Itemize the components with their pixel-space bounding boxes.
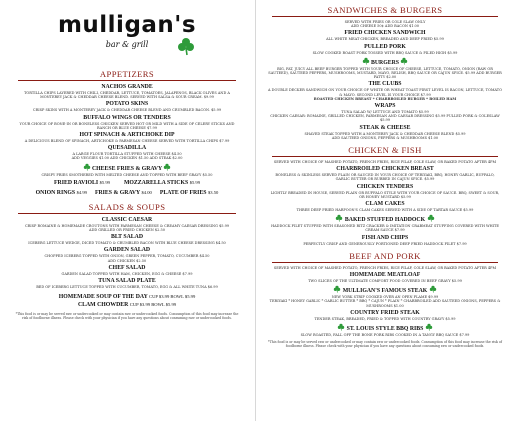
item-desc: GARDEN SALAD TOPPED WITH HAM, CHICKEN, EGG & CHEESE $7.99 xyxy=(61,271,193,276)
item-price: CUP $3.99 BOWL $5.99 xyxy=(129,302,177,308)
item-desc: LIGHTLY BREADED IN HOUSE, SERVED PLAIN OR BUFFALO STYLE WITH YOUR CHOICE OF SAUCE. BBQ, SWEET & SOUR, OR HONEY MUSTARD $5.99 xyxy=(270,190,500,199)
item-desc: TORTILLA CHIPS LAYERED WITH CHILI, CHEDDAR, LETTUCE, TOMATOES, JALAPENOS, BLACK OLIVES AND A MONTEREY JACK & CHEDDAR CHEESE BLEND. SERVED WITH SALSA & SOUR CREAM. $9.99 xyxy=(24,91,230,100)
menu-item-famous-steak xyxy=(268,285,502,308)
menu-item-chowder xyxy=(14,301,240,309)
item-name: HOMEMADE MEATLOAF xyxy=(349,272,421,279)
shamrock-icon xyxy=(163,163,171,171)
item-name: FRIED CHICKEN SANDWICH xyxy=(344,30,426,37)
item-extra: TERIYAKI * HONEY GARLIC * GARLIC BUTTER * BBQ * CAJUN * PLAIN * CHARBROILED ADD SAUTEED ONIONS, PEPPERS & MUSHROOMS $1.00 xyxy=(269,299,501,308)
salads-heading: SALADS & SOUPS xyxy=(18,202,236,214)
menu-item-blt xyxy=(14,234,240,245)
left-page xyxy=(0,0,254,421)
menu-item-meatloaf xyxy=(268,272,502,283)
item-name: QUESADILLA xyxy=(107,145,147,152)
item-name: CHEESE FRIES & GRAVY xyxy=(91,165,163,172)
menu-item-fish-chips xyxy=(268,235,502,246)
item-desc: PERFECTLY CRISP AND GENEROUSLY PORTIONED DEEP FRIED HADDOCK FILET $7.99 xyxy=(303,241,467,246)
menu-item-steak-cheese xyxy=(268,125,502,140)
menu-item-clam-cakes xyxy=(268,201,502,212)
sandwiches-heading: SANDWICHES & BURGERS xyxy=(272,5,498,17)
menu-item-cheese-fries xyxy=(14,163,240,177)
item-name: HOMEMADE SOUP OF THE DAY xyxy=(58,294,148,301)
section-subtitle: SERVED WITH FRIES OR COLE SLAW ONLY xyxy=(344,20,426,24)
shamrock-icon xyxy=(176,36,196,56)
menu-item-clubs xyxy=(268,81,502,101)
menu-item-onion-rings: ONION RINGS $4.99 xyxy=(35,189,87,196)
section-subtitle: SERVED WITH CHOICE OF MASHED POTATO, FRENCH FRIES, RICE PILAF, COLE SLAW, OR BAKED POTATO AFTER 4PM xyxy=(273,265,497,270)
shamrock-icon xyxy=(400,57,408,65)
item-name: CHICKEN TENDERS xyxy=(356,183,414,190)
item-name: TUNA SALAD PLATE xyxy=(98,278,156,285)
shamrock-icon xyxy=(337,323,345,331)
menu-item-wraps xyxy=(268,103,502,123)
shamrock-icon xyxy=(429,285,437,293)
item-name: HOT SPINACH & ARTICHOKE DIP xyxy=(79,132,175,139)
item-price: CUP $3.99 BOWL $5.99 xyxy=(149,294,196,300)
raw-food-disclaimer: *This food is or may be served raw or undercooked or may contain raw or undercooked foods. Consumption of this food may increase the risk of foodborne illness. Please check with your physician if you have any questions about consuming raw or undercooked foods. xyxy=(15,312,239,321)
item-name: BUFFALO WINGS OR TENDERS xyxy=(83,114,171,121)
menu-item-tuna xyxy=(14,278,240,289)
beef-pork-heading: BEEF AND PORK xyxy=(272,251,498,263)
shamrock-icon xyxy=(427,214,435,222)
menu-item-ravioli: FRIED RAVIOLI $5.99 xyxy=(53,179,110,186)
menu-item-fried-chicken xyxy=(268,30,502,41)
menu-item-quesadilla xyxy=(14,145,240,160)
chicken-fish-heading: CHICKEN & FISH xyxy=(272,145,498,157)
item-desc: THREE DEEP FRIED HARPOON'S CLAM CAKES SERVED WITH A SIDE OF TARTAR SAUCE $5.99 xyxy=(296,208,474,213)
menu-item-nachos xyxy=(14,84,240,99)
shamrock-icon xyxy=(333,285,341,293)
item-name: PULLED PORK xyxy=(364,43,406,50)
logo-tagline: bar & grill xyxy=(105,40,149,49)
item-name: CLAM CHOWDER xyxy=(77,302,129,309)
menu-item-chicken-breast xyxy=(268,166,502,181)
item-extra: ADD CHICKEN $2.50 xyxy=(107,258,147,263)
menu-item-chef xyxy=(14,265,240,276)
item-name: COUNTRY FRIED STEAK xyxy=(350,309,420,316)
item-name: GARDEN SALAD xyxy=(103,247,151,254)
item-desc: NEW YORK STRIP COOKED OVER AN OPEN FLAME $9.99 xyxy=(331,295,439,300)
menu-item-wings xyxy=(14,115,240,130)
item-desc: TUNA SALAD W/ LETTUCE AND TOMATO $5.99 xyxy=(341,110,429,115)
item-desc: SHAVED STEAK TOPPED WITH A MONTEREY JACK & CHEDDAR CHEESE BLEND $5.99 xyxy=(304,131,466,136)
item-name: ST. LOUIS STYLE BBQ RIBS xyxy=(346,326,424,333)
item-desc: SLOW COOKED ROAST PORK TOSSED WITH BBQ SAUCE & PILED HIGH $5.99 xyxy=(312,50,458,55)
item-desc: A DOUBLE DECKER SANDWICH ON YOUR CHOICE OF WHITE OR WHEAT TOAST FIRST LEVEL IS BACON, LETTUCE, TOMATO & MAYO. SECOND LEVEL IS YOUR CHOICE $7.99 xyxy=(268,88,502,97)
item-desc: A LARGE FLOUR TORTILLA STUFFED WITH CHEESE $4.50 xyxy=(72,152,182,157)
item-desc: CHOPPED ICEBERG TOPPED WITH ONION, GREEN PEPPER, TOMATO, CUCUMBER $4.50 xyxy=(44,254,210,259)
item-desc: CRISPY FRIES SMOTHERED WITH MELTED CHEESE AND TOPPED WITH BEEF GRAVY $5.50 xyxy=(41,172,213,177)
menu-item-caesar xyxy=(14,217,240,232)
section-subtitle: SERVED WITH CHOICE OF MASHED POTATO, FRENCH FRIES, RICE PILAF, COLE SLAW, OR BAKED POTATO AFTER 4PM xyxy=(273,160,497,165)
item-name: CLAM CAKES xyxy=(365,201,405,208)
menu-item-burgers xyxy=(268,57,502,80)
right-page xyxy=(258,0,512,421)
item-name: NACHOS GRANDE xyxy=(101,84,153,90)
item-desc: SLOW ROASTED, FALL OFF THE BONE PORK RIBS COOKED IN A TANGY BBQ SAUCE $7.99 xyxy=(300,333,470,338)
item-extra: ADD SAUTEED ONIONS, PEPPERS & MUSHROOMS $1.00 xyxy=(331,135,439,140)
item-desc: CRISP SKINS WITH A MONTEREY JACK & CHEDDAR CHEESE BLEND AND CRUMBLED BACON. $5.99 xyxy=(32,108,222,113)
item-name: BURGERS xyxy=(370,59,400,66)
item-desc: YOUR CHOICE OF BONE-IN OR BONELESS CHICKEN SERVED HOT OR MILD WITH A SIDE OF CELERY STICKS AND RANCH OR BLUE CHEESE $7.99 xyxy=(19,121,235,130)
item-extra: CHICKEN CAESAR: ROMAINE, GRILLED CHICKEN, PARMESAN AND CAESAR DRESSING $5.99 PULLED PORK & COLESLAW $5.99 xyxy=(270,114,500,123)
shamrock-icon xyxy=(425,323,433,331)
item-name: WRAPS xyxy=(374,103,396,110)
logo-name: mulligan's xyxy=(57,12,197,38)
item-desc: A DELICIOUS BLEND OF SPINACH, ARTICHOKE & PARMESAN CHEESE SERVED WITH TORTILLA CHIPS $7.99 xyxy=(24,139,230,144)
menu-item-plate-fries: PLATE OF FRIES $3.50 xyxy=(159,189,219,196)
section-subtitle: ADD CHEESE 50¢ ADD BACON $1.00 xyxy=(350,24,420,29)
item-desc: ALL WHITE MEAT CHICKEN, BREADED AND DEEP FRIED $5.99 xyxy=(326,37,444,42)
logo xyxy=(14,10,240,64)
shamrock-icon xyxy=(335,214,343,222)
menu-item-country-steak xyxy=(268,310,502,321)
menu-row-sides xyxy=(14,189,240,197)
item-desc: ICEBERG LETTUCE WEDGE, DICED TOMATO & CRUMBLED BACON WITH BLUE CHEESE DRESSING $4.50 xyxy=(28,241,226,246)
item-name: BLT SALAD xyxy=(110,234,144,241)
menu-item-potato-skins xyxy=(14,101,240,112)
menu-item-soup xyxy=(14,293,240,301)
item-extra: ADD GRILLED OR FRIED CHICKEN $2.50 xyxy=(89,228,165,233)
item-extra: ADD VEGGIES $1.00 ADD CHICKEN $1.50 ADD STEAK $2.00 xyxy=(71,156,183,161)
item-desc: BIG, FAT, JUICY ALL BEEF BURGER TOPPED WITH YOUR CHOICE OF CHEESE, LETTUCE, TOMATO, ONION (RAW OR SAUTEED), SAUTEED PEPPERS, MUSHROOMS, MUSTARD, MAYO, RELISH, BBQ SAUCE OR CAJUN SPICE. $5.99 ADD BURGER PATTY $2.00 xyxy=(268,66,502,80)
item-name: CLASSIC CAESAR xyxy=(101,216,153,223)
item-extra: ROASTED CHICKEN BREAST * CHARBROILED BURGER * BOILED HAM xyxy=(313,96,457,101)
item-name: THE CLUBS xyxy=(368,81,402,88)
item-desc: TWO SLICES OF THE ULTIMATE COMFORT FOOD COVERED IN BEEF GRAVY $5.99 xyxy=(308,279,462,284)
shamrock-icon xyxy=(83,163,91,171)
page-divider xyxy=(255,0,256,421)
item-desc: TENDER STEAK, BREADED, FRIED & TOPPED WITH COUNTRY GRAVY $5.99 xyxy=(314,316,456,321)
menu-item-garden xyxy=(14,247,240,262)
item-desc: BED OF ICEBERG LETTUCE TOPPED WITH CUCUMBER, TOMATO, EGG & ALL WHITE TUNA $6.99 xyxy=(36,285,218,290)
item-name: CHEF SALAD xyxy=(108,264,146,271)
shamrock-icon xyxy=(362,57,370,65)
item-name: POTATO SKINS xyxy=(105,101,149,108)
item-name: BAKED STUFFED HADDOCK xyxy=(344,217,426,224)
menu-item-chicken-tenders xyxy=(268,184,502,199)
item-desc: HADDOCK FILET STUFFED WITH SEASONED RITZ CRACKER & IMITATION CRABMEAT STUFFING COVERED WITH WHITE CREAM SAUCE $7.99 xyxy=(271,224,499,233)
item-desc: BONELESS & SKINLESS SERVED PLAIN OR SAUCED IN YOUR CHOICE OF TERIYAKI, BBQ, HONEY GARLIC, BUFFALO, GARLIC BUTTER OR RUBBED IN CAJUN SPICE. $5.99 xyxy=(275,173,495,182)
menu-item-ribs xyxy=(268,323,502,337)
menu-item-mozzarella: MOZZARELLA STICKS $5.99 xyxy=(123,179,201,186)
menu-item-haddock xyxy=(268,214,502,232)
appetizers-heading: APPETIZERS xyxy=(18,69,236,81)
menu-item-pulled-pork xyxy=(268,44,502,55)
item-name: STEAK & CHEESE xyxy=(359,124,411,131)
item-desc: CRISP ROMAINE & HOMEMADE CROUTONS WITH PARMESAN CHEESE & CREAMY CAESAR DRESSING $5.99 xyxy=(24,223,230,228)
menu-item-dip xyxy=(14,132,240,143)
menu-row-ravioli-mozzarella xyxy=(14,179,240,187)
item-name: CHARBROILED CHICKEN BREAST xyxy=(336,166,434,173)
item-name: FISH AND CHIPS xyxy=(361,234,409,241)
raw-food-disclaimer: *This food is or may be served raw or undercooked or may contain raw or undercooked foods. Consumption of this food may increase the risk of foodborne illness. Please check with your physician if you have any questions about consuming raw or undercooked foods. xyxy=(268,340,502,349)
menu-item-fries-gravy: FRIES & GRAVY $4.00 xyxy=(94,189,152,196)
item-name: MULLIGAN'S FAMOUS STEAK xyxy=(342,288,428,295)
